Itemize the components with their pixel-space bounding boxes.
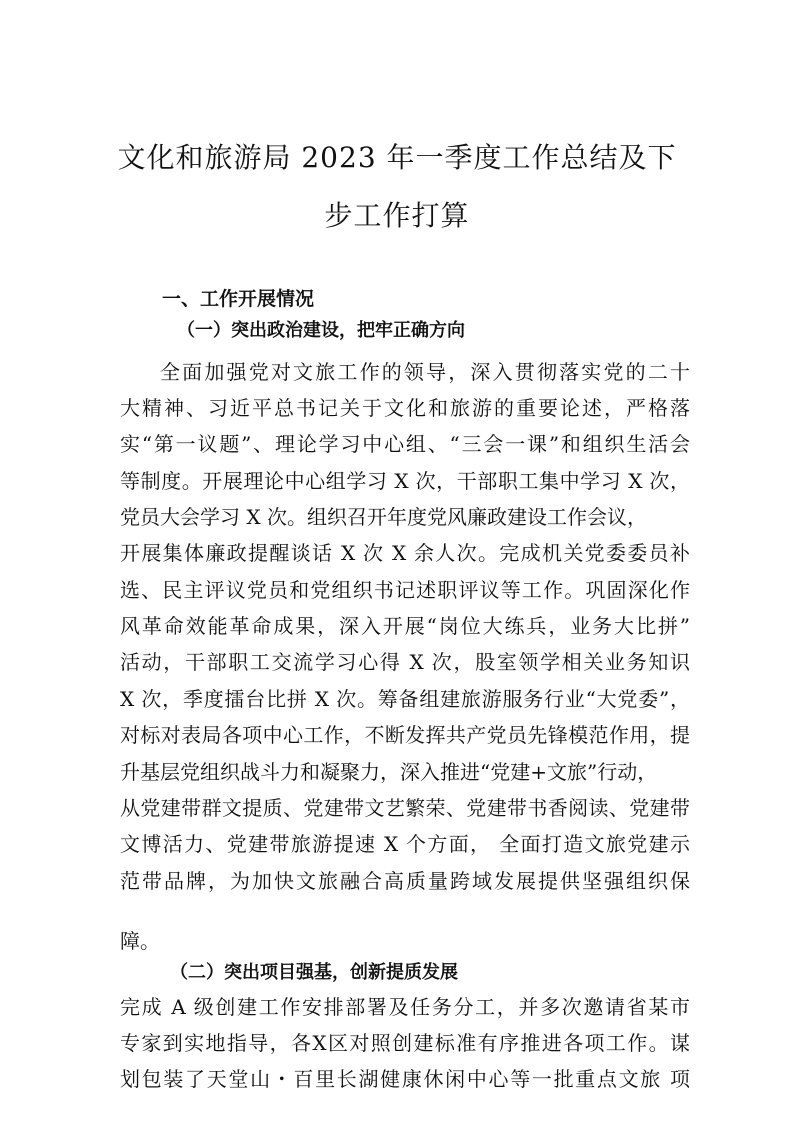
paragraph-line: 升基层党组织战斗力和凝聚力，深入推进“党建+文旅”行动， [120,760,658,784]
document-title-line-2: 步工作打算 [324,199,470,232]
paragraph-line: 专家到实地指导，各X区对照创建标准有序推进各项工作。谋 [120,1031,690,1055]
paragraph-line: 完成 A 级创建工作安排部署及任务分工，并多次邀请省某市 [120,995,690,1019]
paragraph-line: 实“第一议题”、理论学习中心组、“三会一课”和组织生活会 [120,432,690,456]
paragraph-line: 划包装了天堂山・百里长湖健康休闲中心等一批重点文旅 项 [120,1067,690,1091]
document-title-line-1: 文化和旅游局 2023 年一季度工作总结及下 [117,141,677,174]
paragraph-line: 障。 [120,929,160,953]
subsection-heading-1: （一）突出政治建设，把牢正确方向 [177,320,465,341]
paragraph-line: 文博活力、党建带旅游提速 X 个方面， 全面打造文旅党建示 [120,832,690,856]
paragraph-line: 选、民主评议党员和党组织书记述职评议等工作。巩固深化作 [120,578,690,602]
subsection-heading-2: （二）突出项目强基，创新提质发展 [170,962,458,983]
paragraph-line: 对标对表局各项中心工作，不断发挥共产党员先锋模范作用，提 [120,723,690,747]
paragraph-line: 等制度。开展理论中心组学习 X 次，干部职工集中学习 X 次， [120,469,690,493]
paragraph-line: X 次，季度擂台比拼 X 次。筹备组建旅游服务行业“大党委”， [120,687,690,711]
paragraph-line: 党员大会学习 X 次。组织召开年度党风廉政建设工作会议， [120,505,647,529]
paragraph-line: 范带品牌，为加快文旅融合高质量跨域发展提供坚强组织保 [120,869,690,893]
paragraph-line: 风革命效能革命成果，深入开展“岗位大练兵，业务大比拼” [120,614,690,638]
paragraph-line: 全面加强党对文旅工作的领导，深入贯彻落实党的二十 [160,360,690,384]
paragraph-line: 活动，干部职工交流学习心得 X 次，股室领学相关业务知识 [120,650,690,674]
paragraph-line: 大精神、习近平总书记关于文化和旅游的重要论述，严格落 [120,396,690,420]
section-heading: 一、工作开展情况 [162,288,315,310]
paragraph-line: 开展集体廉政提醒谈话 X 次 X 余人次。完成机关党委委员补 [120,541,690,565]
paragraph-line: 从党建带群文提质、党建带文艺繁荣、党建带书香阅读、党建带 [120,796,690,820]
